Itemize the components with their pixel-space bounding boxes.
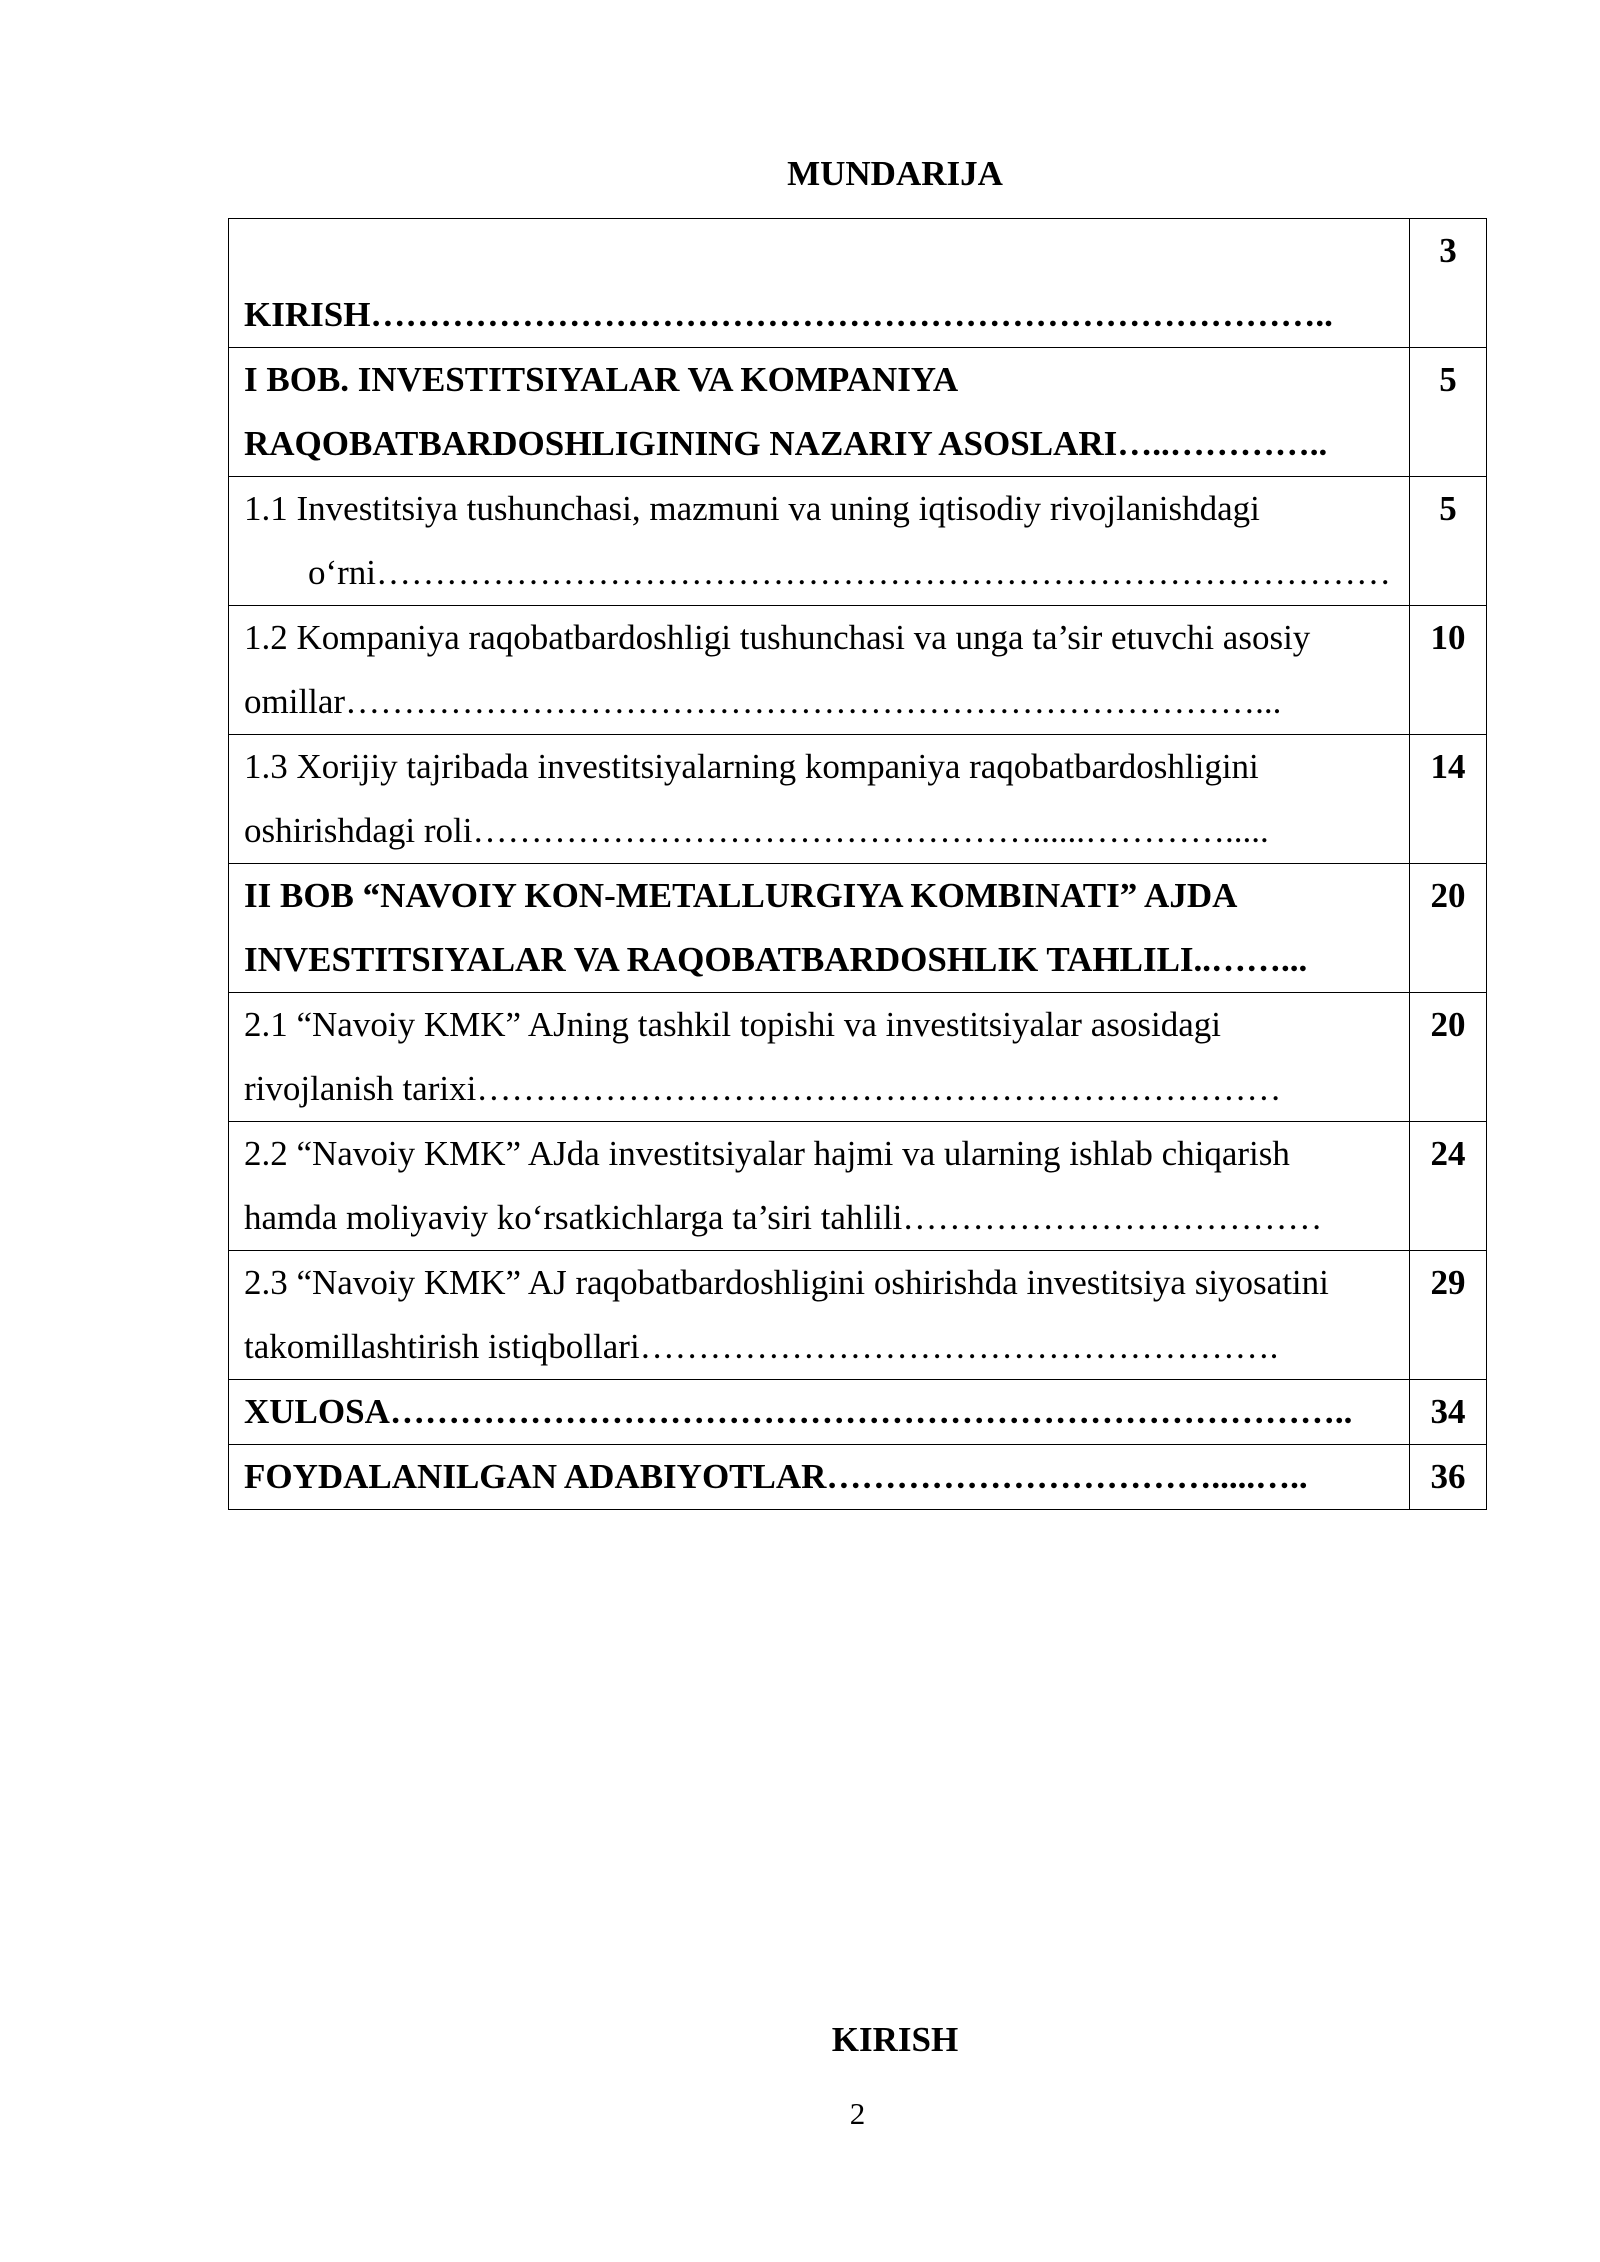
toc-page-number: 20 xyxy=(1410,993,1487,1122)
toc-entry-line: 1.2 Kompaniya raqobatbardoshligi tushunchasi va unga ta’sir etuvchi asosiy xyxy=(244,618,1311,657)
toc-entry-line: INVESTITSIYALAR VA RAQOBATBARDOSHLIK TAHLILI..……... xyxy=(244,940,1308,979)
toc-page-number: 34 xyxy=(1410,1380,1487,1445)
toc-row-section-1-3 xyxy=(229,735,1487,864)
toc-entry-section-1-3 xyxy=(229,735,1410,864)
toc-page-number: 14 xyxy=(1410,735,1487,864)
toc-page-number: 5 xyxy=(1410,477,1487,606)
toc-entry-adabiyotlar xyxy=(229,1445,1410,1510)
toc-row-xulosa xyxy=(229,1380,1487,1445)
toc-entry-line: 2.1 “Navoiy KMK” AJning tashkil topishi va investitsiyalar asosidagi xyxy=(244,1005,1221,1044)
toc-entry-line: 1.3 Xorijiy tajribada investitsiyalarning kompaniya raqobatbardoshligini xyxy=(244,747,1259,786)
page-number: 2 xyxy=(849,2096,866,2131)
toc-entry-line: takomillashtirish istiqbollari………………………………………………. xyxy=(244,1327,1279,1366)
toc-entry-line: I BOB. INVESTITSIYALAR VA KOMPANIYA xyxy=(244,360,959,399)
toc-entry-chapter-1 xyxy=(229,348,1410,477)
toc-entry-section-2-1 xyxy=(229,993,1410,1122)
page-title: MUNDARIJA xyxy=(787,154,1003,193)
section-heading: KIRISH xyxy=(831,2020,959,2059)
toc-entry-section-2-2 xyxy=(229,1122,1410,1251)
toc-page-number: 3 xyxy=(1410,219,1487,348)
toc-entry-section-1-2 xyxy=(229,606,1410,735)
toc-entry-line: 2.3 “Navoiy KMK” AJ raqobatbardoshligini oshirishda investitsiya siyosatini xyxy=(244,1263,1329,1302)
toc-entry-line: 2.2 “Navoiy KMK” AJda investitsiyalar hajmi va ularning ishlab chiqarish xyxy=(244,1134,1290,1173)
toc-entry-line: KIRISH……………………………………………………………………….. xyxy=(244,295,1333,334)
toc-row-chapter-1 xyxy=(229,348,1487,477)
toc-entry-xulosa xyxy=(229,1380,1410,1445)
toc-entry-line: rivojlanish tarixi…………………………………………………………… xyxy=(244,1069,1282,1108)
toc-entry-line: RAQOBATBARDOSHLIGINING NAZARIY ASOSLARI…..………….. xyxy=(244,424,1328,463)
toc-page-number: 29 xyxy=(1410,1251,1487,1380)
toc-page-number: 36 xyxy=(1410,1445,1487,1510)
toc-entry-line: hamda moliyaviy ko‘rsatkichlarga ta’siri tahlili……………………………… xyxy=(244,1198,1323,1237)
toc-page-number: 20 xyxy=(1410,864,1487,993)
toc-entry-line: oshirishdagi roli…………………………………………......…………..... xyxy=(244,811,1269,850)
toc-entry-line: omillar……………………………………………………………………... xyxy=(244,682,1282,721)
toc-entry-line: 1.1 Investitsiya tushunchasi, mazmuni va uning iqtisodiy rivojlanishdagi xyxy=(244,489,1260,528)
toc-entry-chapter-2 xyxy=(229,864,1410,993)
toc-row-section-1-2 xyxy=(229,606,1487,735)
toc-entry-line: FOYDALANILGAN ADABIYOTLAR…………………………….....….. xyxy=(244,1457,1308,1496)
toc-row-kirish xyxy=(229,219,1487,348)
toc-entry-kirish xyxy=(229,219,1410,348)
table-of-contents xyxy=(228,218,1487,1510)
toc-entry-line: XULOSA……………………………………………………………………….. xyxy=(244,1392,1353,1431)
toc-page-number: 24 xyxy=(1410,1122,1487,1251)
toc-row-section-2-1 xyxy=(229,993,1487,1122)
toc-page-number: 5 xyxy=(1410,348,1487,477)
toc-row-section-1-1 xyxy=(229,477,1487,606)
toc-page-number: 10 xyxy=(1410,606,1487,735)
toc-entry-section-1-1 xyxy=(229,477,1410,606)
toc-row-adabiyotlar xyxy=(229,1445,1487,1510)
toc-entry-line: o‘rni…………………………………………………………………………… xyxy=(308,553,1392,592)
toc-row-section-2-3 xyxy=(229,1251,1487,1380)
toc-row-section-2-2 xyxy=(229,1122,1487,1251)
toc-row-chapter-2 xyxy=(229,864,1487,993)
toc-entry-line: II BOB “NAVOIY KON-METALLURGIYA KOMBINATI” AJDA xyxy=(244,876,1238,915)
toc-entry-section-2-3 xyxy=(229,1251,1410,1380)
